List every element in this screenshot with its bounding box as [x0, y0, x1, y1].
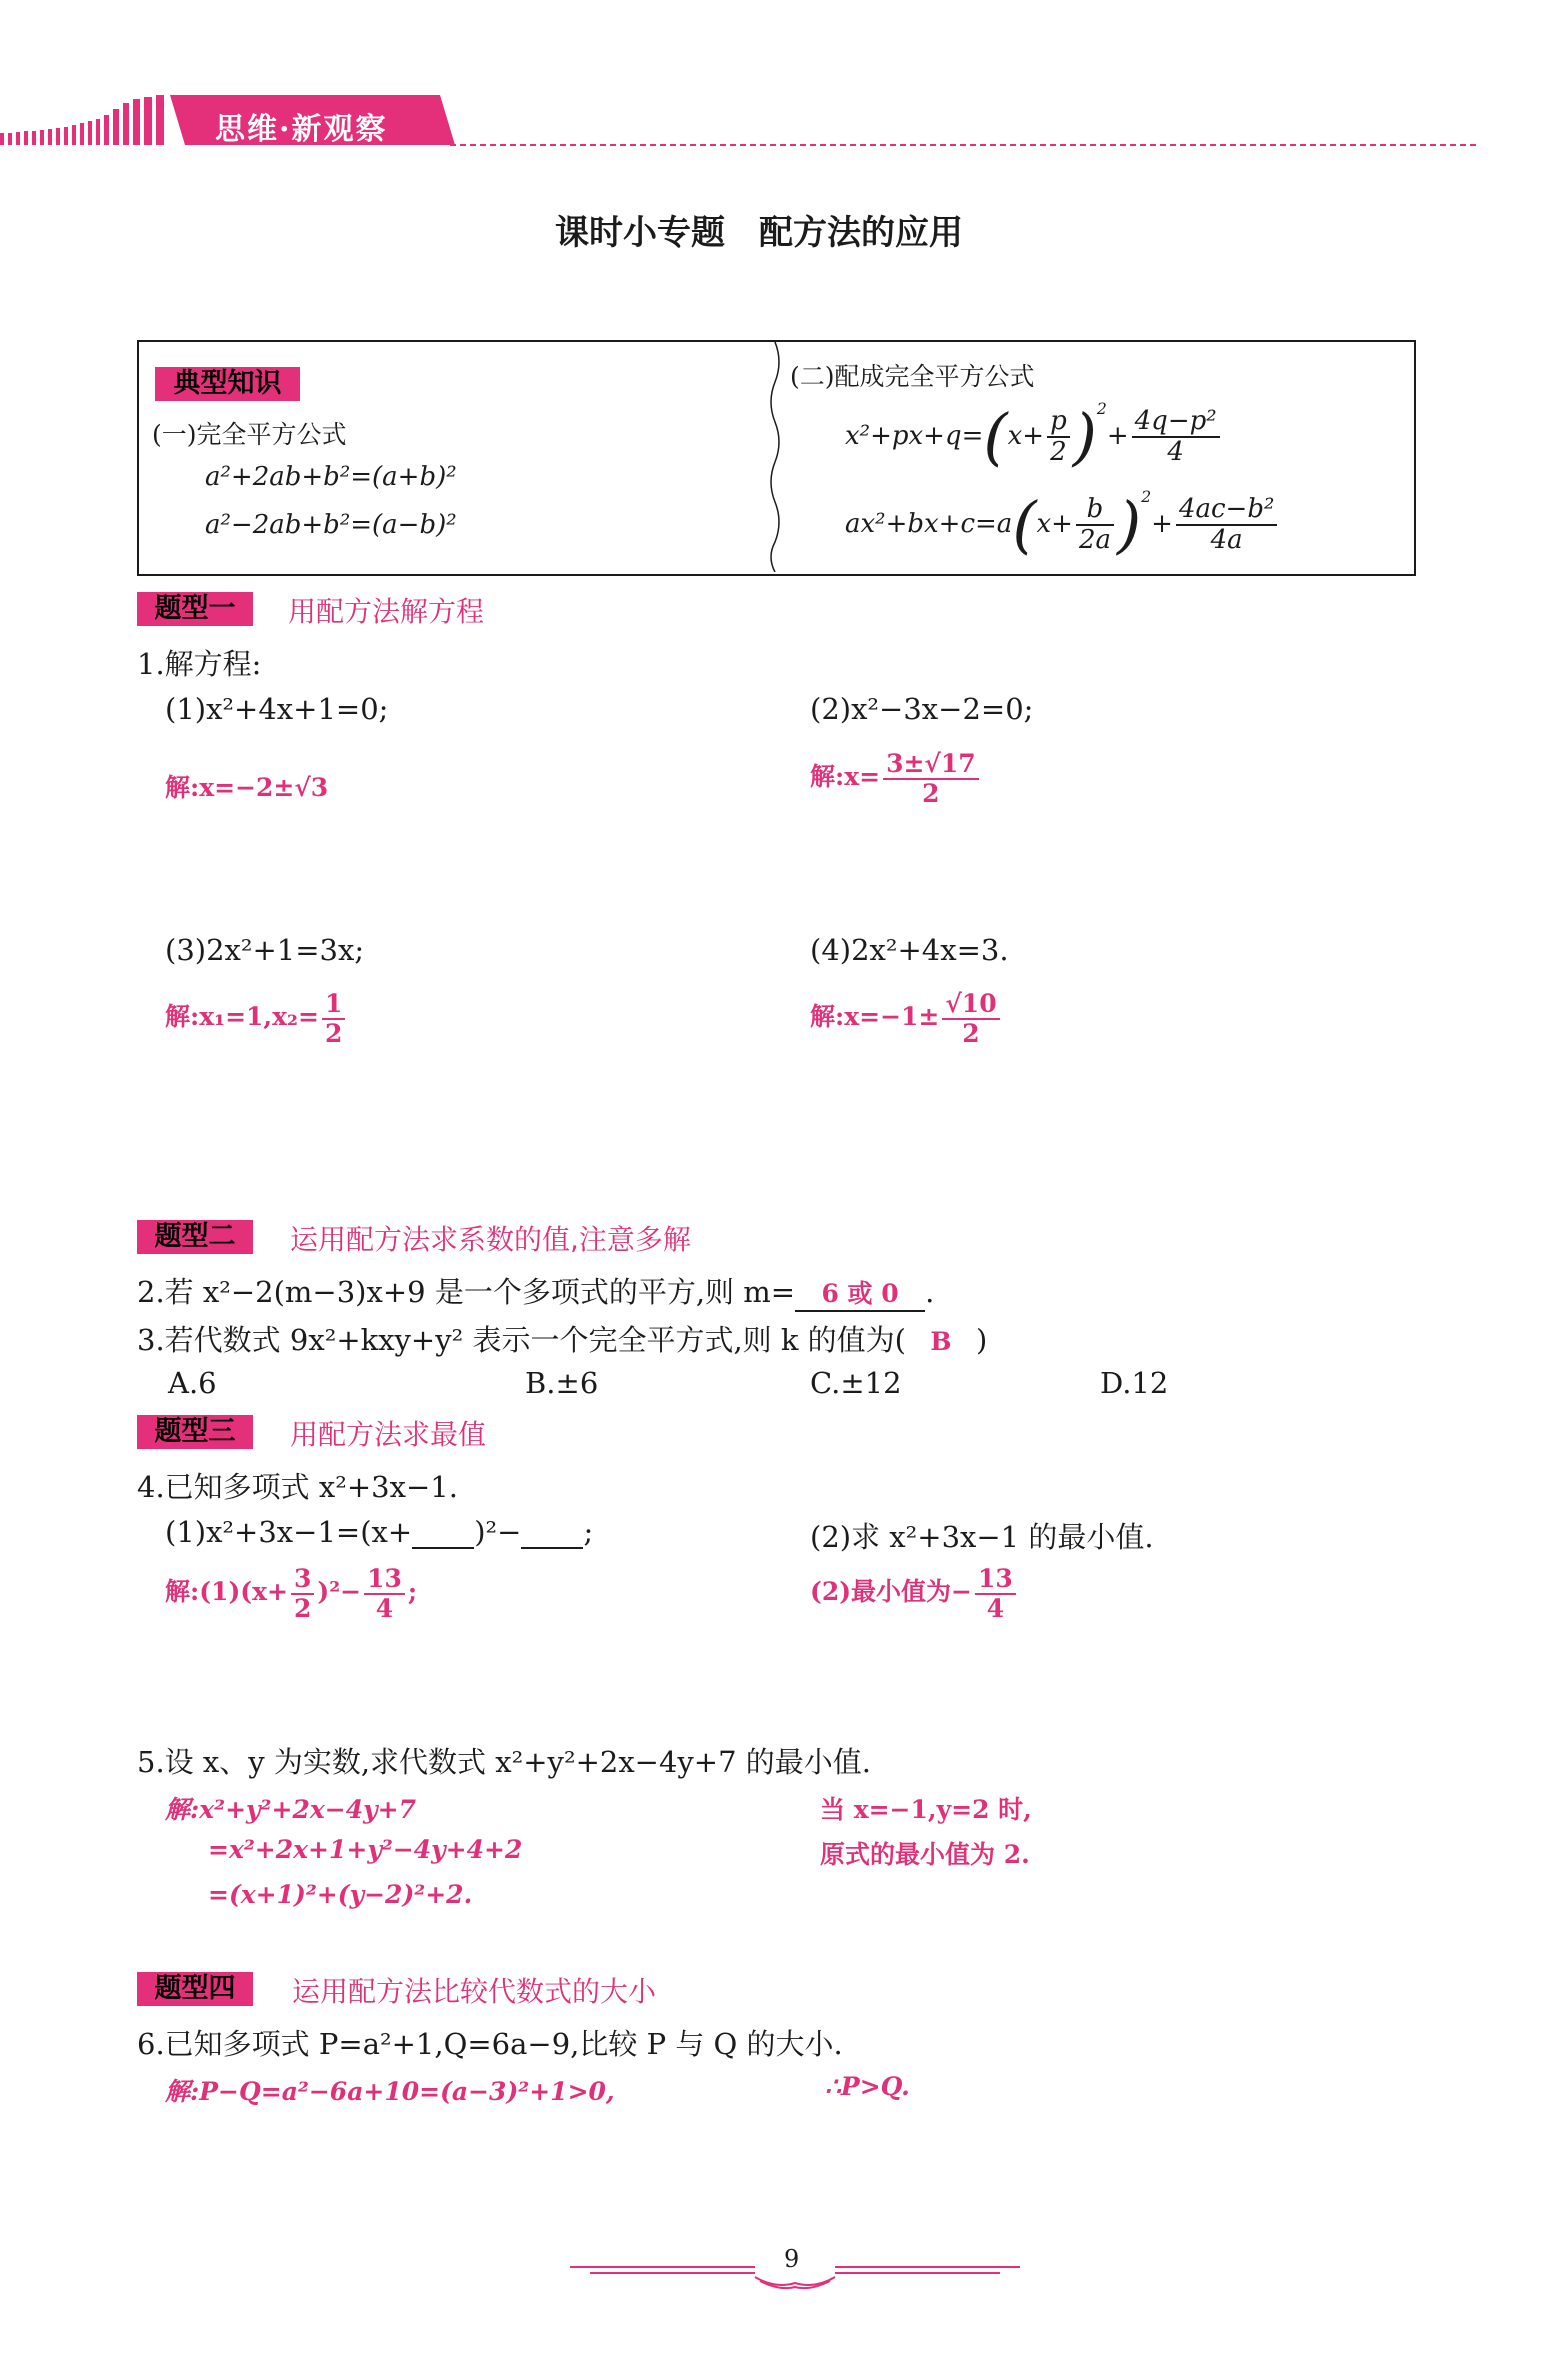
q4p1-blank-1 [412, 1518, 474, 1549]
answer-5-right2: 原式的最小值为 2. [820, 1840, 1030, 1869]
frac-num: 13 [364, 1565, 405, 1595]
question-3-text: 3.若代数式 9x²+kxy+y² 表示一个完全平方式,则 k 的值为( [137, 1323, 906, 1357]
type3-tag: 题型三 [137, 1415, 253, 1449]
formula-plus: + [1151, 509, 1173, 539]
answer-prefix: 解:x= [810, 762, 881, 791]
frac-den: 4a [1210, 525, 1243, 555]
option-d: D.12 [1100, 1366, 1169, 1400]
answer-prefix: 解:(1)(x+ [165, 1577, 288, 1606]
frac-num: b [1076, 495, 1114, 526]
formula-inner: x+ [1036, 509, 1073, 539]
answer-prefix: 解:x₁=1,x₂= [165, 1002, 319, 1031]
question-1: 1.解方程: [137, 647, 262, 681]
question-3 [137, 1318, 987, 1359]
frac-den: 2 [1050, 437, 1067, 467]
question-2 [137, 1270, 934, 1312]
frac-num: √10 [942, 990, 999, 1020]
question-1-part1: (1)x²+4x+1=0; [165, 692, 389, 726]
knowledge-tag: 典型知识 [155, 367, 300, 401]
frac-num: 3±√17 [883, 750, 979, 780]
question-2-end: . [925, 1275, 935, 1309]
page-number: 9 [784, 2245, 800, 2273]
question-2-answer: 6 或 0 [795, 1274, 925, 1312]
type4-title: 运用配方法比较代数式的大小 [292, 1975, 657, 2008]
q4p1-text-b: )²− [474, 1515, 522, 1549]
frac-num: 3 [291, 1565, 314, 1595]
question-4: 4.已知多项式 x²+3x−1. [137, 1470, 458, 1504]
frac-num: 13 [975, 1565, 1016, 1595]
knowledge-divider [765, 342, 785, 572]
answer-5-line2: =x²+2x+1+y²−4y+4+2 [208, 1835, 523, 1864]
type4-tag: 题型四 [137, 1972, 253, 2006]
question-4-part2: (2)求 x²+3x−1 的最小值. [810, 1520, 1154, 1554]
frac-num: 4q−p² [1132, 407, 1220, 438]
frac-num: 1 [322, 990, 345, 1020]
formula-complete-square-1: x²+px+q=(x+ $\frac{p}{2}$ )$^2$+ $\frac{\text{4q−p²}}{4}$ [845, 400, 1223, 468]
answer-1-part2 [810, 750, 982, 807]
answer-5-line1: 解:x²+y²+2x−4y+7 [165, 1795, 416, 1824]
page-title: 课时小专题 配方法的应用 [555, 213, 963, 253]
frac-den: 2 [962, 1018, 980, 1048]
q4p1-text-c: ; [583, 1515, 594, 1549]
frac-den: 4 [375, 1593, 394, 1623]
header-brand: 思维·新观察 [215, 112, 388, 147]
question-2-text: 2.若 x²−2(m−3)x+9 是一个多项式的平方,则 m= [137, 1275, 796, 1309]
type2-title: 运用配方法求系数的值,注意多解 [290, 1223, 691, 1256]
frac-den: 2 [324, 1018, 343, 1048]
q4p1-text-a: (1)x²+3x−1=(x+ [165, 1515, 413, 1549]
option-c: C.±12 [810, 1366, 902, 1400]
formula-square-sum: a²+2ab+b²=(a+b)² [205, 462, 457, 492]
answer-6-right: ∴P>Q. [825, 2072, 910, 2101]
formula-inner: x+ [1007, 421, 1045, 451]
type3-title: 用配方法求最值 [290, 1418, 487, 1451]
answer-6-left: 解:P−Q=a²−6a+10=(a−3)²+1>0, [165, 2077, 615, 2106]
knowledge-right-heading: (二)配成完全平方公式 [790, 362, 1035, 391]
question-1-part4: (4)2x²+4x=3. [810, 933, 1009, 967]
question-3-answer: B [930, 1327, 952, 1356]
formula-lhs: x²+px+q= [845, 421, 984, 451]
answer-end: ; [407, 1577, 418, 1606]
type1-tag: 题型一 [137, 592, 253, 626]
knowledge-left-heading: (一)完全平方公式 [152, 420, 347, 449]
question-4-part1 [165, 1515, 593, 1549]
answer-1-part4 [810, 990, 1003, 1047]
formula-plus: + [1106, 421, 1129, 451]
answer-prefix: (2)最小值为− [810, 1577, 972, 1606]
formula-square-diff: a²−2ab+b²=(a−b)² [205, 510, 457, 540]
frac-num: p [1047, 407, 1070, 438]
q4p1-blank-2 [521, 1518, 583, 1549]
question-1-part2: (2)x²−3x−2=0; [810, 692, 1034, 726]
question-3-end: ) [976, 1323, 988, 1357]
type1-title: 用配方法解方程 [288, 595, 485, 628]
frac-den: 2 [293, 1593, 312, 1623]
answer-4-part2 [810, 1565, 1019, 1622]
frac-den: 4 [1167, 437, 1184, 467]
option-a: A.6 [168, 1366, 217, 1400]
question-1-part3: (3)2x²+1=3x; [165, 933, 365, 967]
answer-5-right1: 当 x=−1,y=2 时, [820, 1795, 1032, 1824]
option-b: B.±6 [525, 1366, 599, 1400]
answer-5-line3: =(x+1)²+(y−2)²+2. [208, 1880, 473, 1909]
frac-den: 4 [986, 1593, 1005, 1623]
formula-lhs: ax²+bx+c=a [845, 509, 1013, 539]
answer-1-part3 [165, 990, 348, 1047]
answer-mid: )²− [317, 1577, 362, 1606]
question-6: 6.已知多项式 P=a²+1,Q=6a−9,比较 P 与 Q 的大小. [137, 2027, 843, 2061]
frac-num: 4ac−b² [1176, 495, 1277, 526]
answer-4-part1 [165, 1565, 417, 1622]
answer-1-part1: 解:x=−2±√3 [165, 773, 329, 802]
answer-prefix: 解:x=−1± [810, 1002, 940, 1031]
frac-den: 2 [922, 778, 940, 808]
type2-tag: 题型二 [137, 1220, 253, 1254]
formula-complete-square-2: ax²+bx+c=a(x+ $\frac{b}{2a}$ )$^2$+ $\frac{\text{4ac−b²}}{4a}$ [845, 488, 1280, 556]
frac-den: 2a [1078, 525, 1112, 555]
question-5: 5.设 x、y 为实数,求代数式 x²+y²+2x−4y+7 的最小值. [137, 1745, 871, 1779]
